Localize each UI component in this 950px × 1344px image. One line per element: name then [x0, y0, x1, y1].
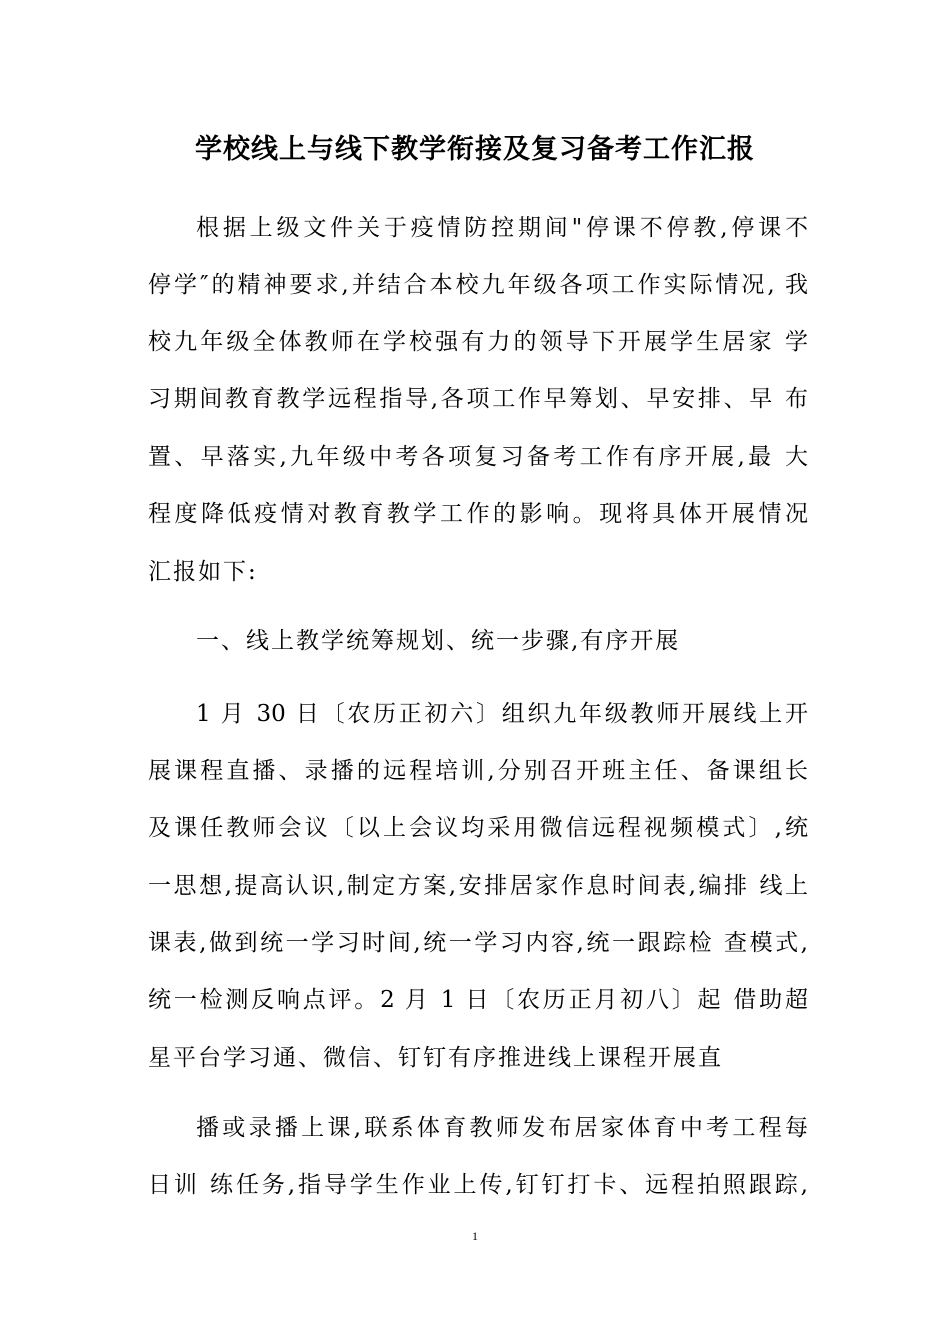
paragraph-line: 统一检测反响点评。2 月 1 日〔农历正月初八〕起 借助超 [148, 987, 808, 1013]
paragraph-line: 1 月 30 日〔农历正初六〕组织九年级教师开展线上开 [196, 701, 808, 727]
paragraph-line: 课表,做到统一学习时间,统一学习内容,统一跟踪检 查模式, [148, 930, 808, 956]
paragraph-line: 星平台学习通、微信、钉钉有序推进线上课程开展直 [148, 1045, 723, 1071]
paragraph-line: 程度降低疫情对教育教学工作的影响。现将具体开展情况 [148, 501, 808, 527]
paragraph-line: 停学″的精神要求,并结合本校九年级各项工作实际情况, 我 [148, 272, 808, 298]
paragraph-line: 及课任教师会议〔以上会议均采用微信远程视频模式〕,统 [148, 815, 808, 841]
paragraph-line: 展课程直播、录播的远程培训,分别召开班主任、备课组长 [148, 758, 808, 784]
paragraph-line: 校九年级全体教师在学校强有力的领导下开展学生居家 学 [148, 329, 808, 355]
paragraph-line: 习期间教育教学远程指导,各项工作早筹划、早安排、早 布 [148, 386, 808, 412]
paragraph-line: 日训 练任务,指导学生作业上传,钉钉打卡、远程拍照跟踪, [148, 1172, 808, 1198]
page-number: 1 [472, 1229, 478, 1243]
section-heading: 一、线上教学统筹规划、统一步骤,有序开展 [196, 628, 681, 654]
paragraph-line: 播或录播上课,联系体育教师发布居家体育中考工程每 [196, 1115, 808, 1141]
document-title: 学校线上与线下教学衔接及复习备考工作汇报 [195, 134, 755, 165]
paragraph-line: 置、早落实,九年级中考各项复习备考工作有序开展,最 大 [148, 444, 808, 470]
paragraph-line: 汇报如下: [148, 559, 258, 585]
paragraph-line: 根据上级文件关于疫情防控期间"停课不停教,停课不 [196, 215, 808, 241]
paragraph-line: 一思想,提高认识,制定方案,安排居家作息时间表,编排 线上 [148, 873, 808, 899]
